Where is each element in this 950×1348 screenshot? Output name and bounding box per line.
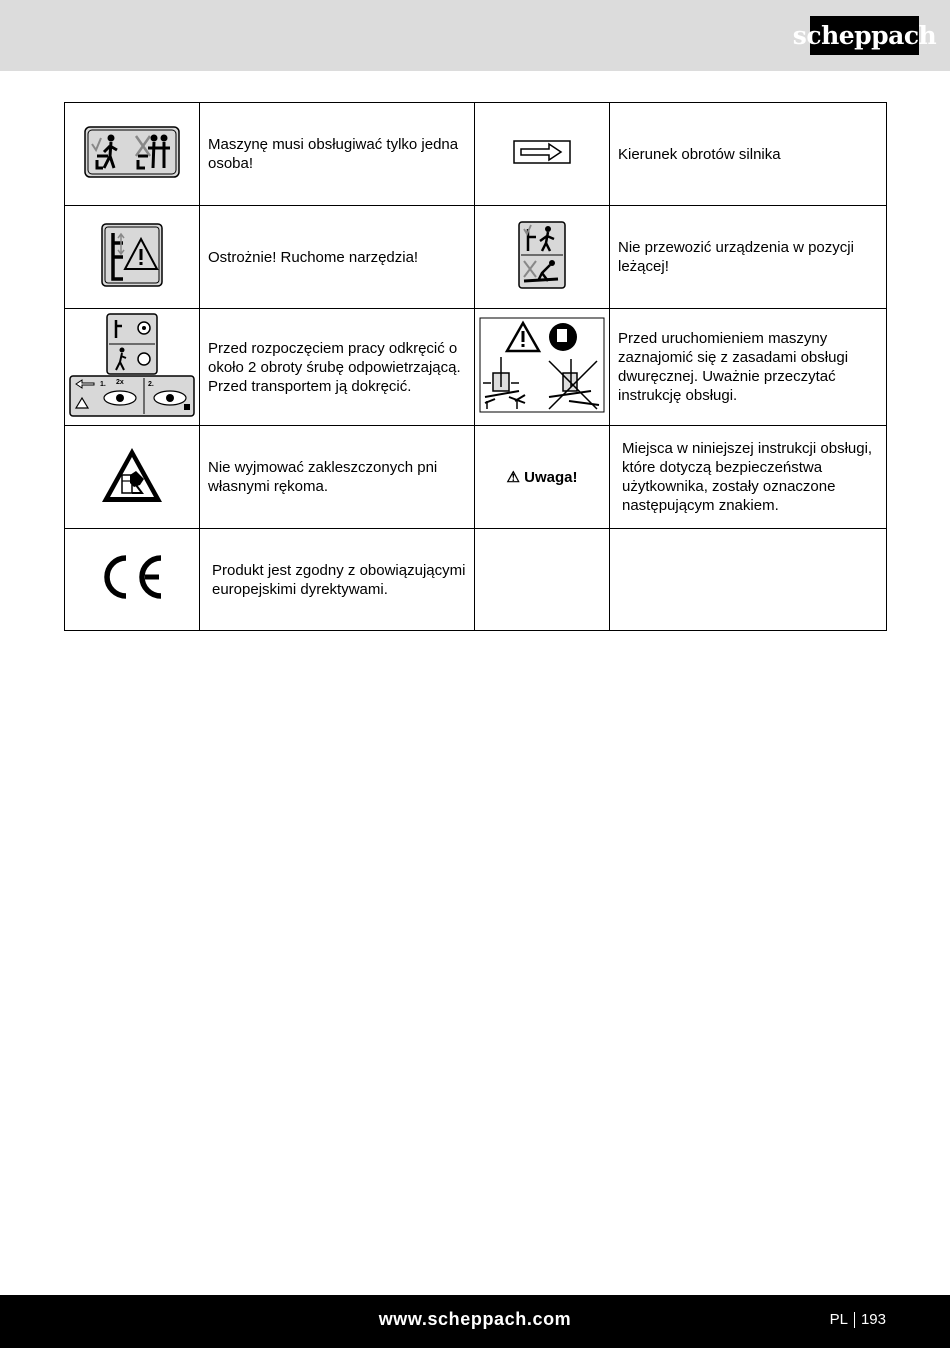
bleed-screw-icon (68, 312, 196, 418)
rotation-direction-arrow-icon (513, 140, 571, 164)
row2-right-text: Nie przewozić urządzenia w pozycji leżącej! (610, 206, 887, 309)
moving-tools-warning-icon (101, 223, 163, 287)
row4-left-text: Nie wyjmować zakleszczonych pni własnymi rękoma. (200, 426, 475, 529)
no-horizontal-transport-icon (518, 221, 566, 289)
row3-left-text: Przed rozpoczęciem pracy odkręcić o około 2 obroty śrubę odpowietrzającą. Przed transportem ją dokręcić. (200, 309, 475, 426)
table-row (65, 309, 887, 426)
svg-text:2x: 2x (116, 378, 124, 386)
separator (854, 1312, 855, 1328)
symbols-table (64, 102, 887, 631)
empty-cell (610, 529, 887, 631)
row1-right-text: Kierunek obrotów silnika (610, 103, 887, 206)
warning-label: ⚠ Uwaga! (506, 469, 578, 486)
header-bar (0, 0, 950, 71)
svg-text:2.: 2. (148, 380, 154, 388)
row1-left-text: Maszynę musi obsługiwać tylko jedna osoba! (200, 103, 475, 206)
empty-cell (475, 529, 610, 631)
page-number: 193 (860, 1311, 886, 1328)
two-hand-operation-icon (479, 317, 605, 413)
language-code: PL (829, 1311, 848, 1328)
do-not-remove-jammed-by-hand-icon (100, 445, 164, 505)
ce-mark-icon (99, 553, 165, 601)
footer-bar (0, 1295, 950, 1348)
website-link[interactable]: www.scheppach.com (378, 1309, 572, 1329)
page-indicator (830, 1311, 886, 1328)
one-operator-icon (84, 126, 180, 178)
svg-text:1.: 1. (100, 380, 106, 388)
row5-left-text: Produkt jest zgodny z obowiązującymi europejskimi dyrektywami. (200, 529, 475, 631)
row3-right-text: Przed uruchomieniem maszyny zaznajomić się z zasadami obsługi dwuręcznej. Uważnie przeczytać instrukcję obsługi. (610, 309, 887, 426)
row4-right-text: Miejsca w niniejszej instrukcji obsługi, które dotyczą bezpieczeństwa użytkownika, zostały oznaczone następującym znakiem. (610, 426, 887, 529)
table-row (65, 529, 887, 631)
row2-left-text: Ostrożnie! Ruchome narzędzia! (200, 206, 475, 309)
scheppach-logo: scheppach (810, 16, 919, 55)
table-row (65, 103, 887, 206)
table-row (65, 206, 887, 309)
table-row (65, 426, 887, 529)
